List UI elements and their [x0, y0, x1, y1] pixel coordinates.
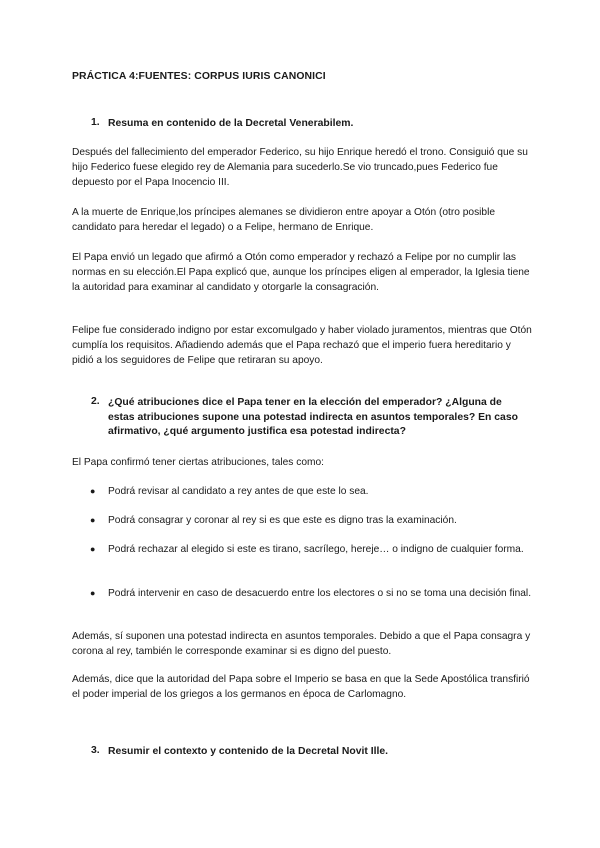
bullet-item: Podrá consagrar y coronar al rey si es que este es digno tras la examinación. — [108, 515, 457, 526]
page-title: PRÁCTICA 4:FUENTES: CORPUS IURIS CANONICI — [72, 71, 326, 82]
paragraph: Además, sí suponen una potestad indirecta en asuntos temporales. Debido a que el Papa consagra y corona al rey, también le corresponde examinar si es digno del puesto. — [72, 631, 531, 657]
paragraph: A la muerte de Enrique,los príncipes alemanes se dividieron entre apoyar a Otón (otro posible candidato para heredar el legado) o a Felipe, hermano de Enrique. — [72, 207, 496, 233]
paragraph: Después del fallecimiento del emperador Federico, su hijo Enrique heredó el trono. Consiguió que su hijo Federico fuese elegido rey de Alemania para sucederlo.Se vio truncado,pues Federico fue depuesto por el Papa Inocencio III. — [72, 147, 528, 188]
paragraph: El Papa confirmó tener ciertas atribuciones, tales como: — [72, 457, 324, 468]
paragraph: Además, dice que la autoridad del Papa sobre el Imperio se basa en que la Sede Apostólica transfirió el poder imperial de los griegos a los germanos en época de Carlomagno. — [72, 674, 530, 700]
question-heading: Resumir el contexto y contenido de la Decretal Novit Ille. — [108, 746, 389, 757]
bullet-item: Podrá rechazar al elegido si este es tirano, sacrílego, hereje… o indigno de cualquier forma. — [108, 544, 524, 555]
question-number: 3. — [91, 745, 100, 756]
paragraph: El Papa envió un legado que afirmó a Otón como emperador y rechazó a Felipe por no cumplir las normas en su elección.El Papa explicó que, aunque los príncipes eligen al emperador, la Iglesia tiene la autoridad para examinar al candidato y otorgarle la consagración. — [72, 252, 530, 293]
bullet-icon: ● — [90, 486, 96, 496]
bullet-item: Podrá revisar al candidato a rey antes de que este lo sea. — [108, 486, 369, 497]
paragraph: Felipe fue considerado indigno por estar excomulgado y haber violado juramentos, mientras que Otón cumplía los requisitos. Añadiendo además que el Papa rechazó que el imperio fuera hereditario y pidió a los seguidores de Felipe que retiraran su apoyo. — [72, 325, 532, 366]
bullet-item: Podrá intervenir en caso de desacuerdo entre los electores o si no se toma una decisión final. — [108, 588, 532, 599]
bullet-icon: ● — [90, 515, 96, 525]
bullet-icon: ● — [90, 544, 96, 554]
bullet-icon: ● — [90, 588, 96, 598]
question-number: 1. — [91, 117, 100, 128]
question-heading: Resuma en contenido de la Decretal Venerabilem. — [108, 118, 354, 129]
question-heading: ¿Qué atribuciones dice el Papa tener en la elección del emperador? ¿Alguna de estas atribuciones supone una potestad indirecta en asuntos temporales? En caso afirmativo, ¿qué argumento justifica esa potestad indirecta? — [108, 397, 518, 437]
question-number: 2. — [91, 396, 100, 407]
